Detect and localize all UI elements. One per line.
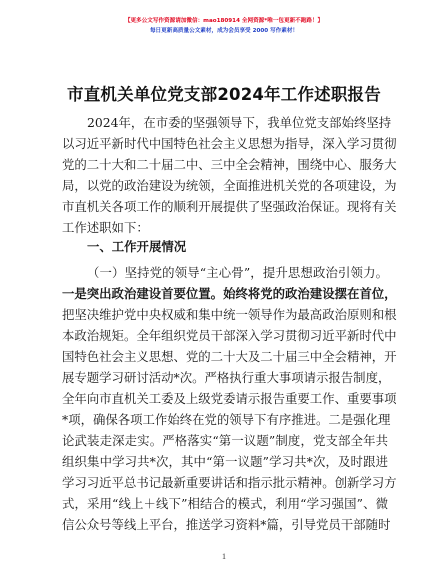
body-line: 全年向市直机关工委及上级党委请示报告重要工作、重要事项 bbox=[62, 391, 397, 406]
section-heading: 一、工作开展情况 bbox=[87, 239, 187, 254]
body-line: 学习习近平总书记最新重要讲话和指示批示精神。创新学习方 bbox=[62, 475, 397, 490]
body-line: 国特色社会主义思想、党的二十大及二十届三中全会精神，开 bbox=[62, 349, 397, 364]
body-line: 组织集中学习共*次，其中“第一议题”学习共*次，及时跟进 bbox=[62, 454, 388, 469]
intro-line: 党的二十大和二十届二中、三中全会精神，围绕中心、服务大 bbox=[62, 157, 397, 172]
intro-line: 以习近平新时代中国特色社会主义思想为指导，深入学习贯彻 bbox=[62, 136, 397, 151]
intro-line: 工作述职如下： bbox=[62, 220, 149, 235]
body-line: 把坚决维护党中央权威和集中统一领导作为最高政治原则和根 bbox=[62, 307, 397, 322]
page-number: 1 bbox=[222, 552, 226, 561]
body-line: 论武装走深走实。严格落实“第一议题”制度，党支部全年共 bbox=[62, 433, 388, 448]
subsection-heading: （一）坚持党的领导“主心骨”，提升思想政治引领力。 bbox=[87, 265, 388, 280]
intro-line: 局，以党的政治建设为统领，全面推进机关党的各项建设，为 bbox=[62, 178, 397, 193]
intro-paragraph bbox=[62, 112, 397, 238]
body-line: 式，采用“线上＋线下”相结合的模式，利用“学习强国”、微 bbox=[62, 496, 388, 511]
promo-banner-line-1: 【更多公文写作资源请加微信：mao180914 全网资源*唯一包更新不跑路！】 bbox=[124, 18, 324, 24]
body-line: 展专题学习研讨活动*次。严格执行重大事项请示报告制度， bbox=[62, 370, 391, 385]
body-line: 信公众号等线上平台，推送学习资料*篇，引导党员干部随时 bbox=[62, 517, 391, 532]
promo-banner-line-2: 每日更新高质量公文素材，成为会员享受 2000 写作素材！ bbox=[149, 28, 299, 34]
body-lead-bold: 一是突出政治建设首要位置。始终将党的政治建设摆在首位， bbox=[62, 286, 397, 301]
body-line: *项，确保各项工作始终在党的领导下有序推进。二是强化理 bbox=[62, 412, 391, 427]
body-paragraph bbox=[62, 283, 397, 535]
body-line: 本政治规矩。全年组织党员干部深入学习贯彻习近平新时代中 bbox=[62, 328, 397, 343]
intro-line: 2024年，在市委的坚强领导下，我单位党支部始终坚持 bbox=[87, 115, 392, 130]
document-title: 市直机关单位党支部2024年工作述职报告 bbox=[67, 85, 381, 104]
intro-line: 市直机关各项工作的顺利开展提供了坚强政治保证。现将有关 bbox=[62, 199, 397, 214]
